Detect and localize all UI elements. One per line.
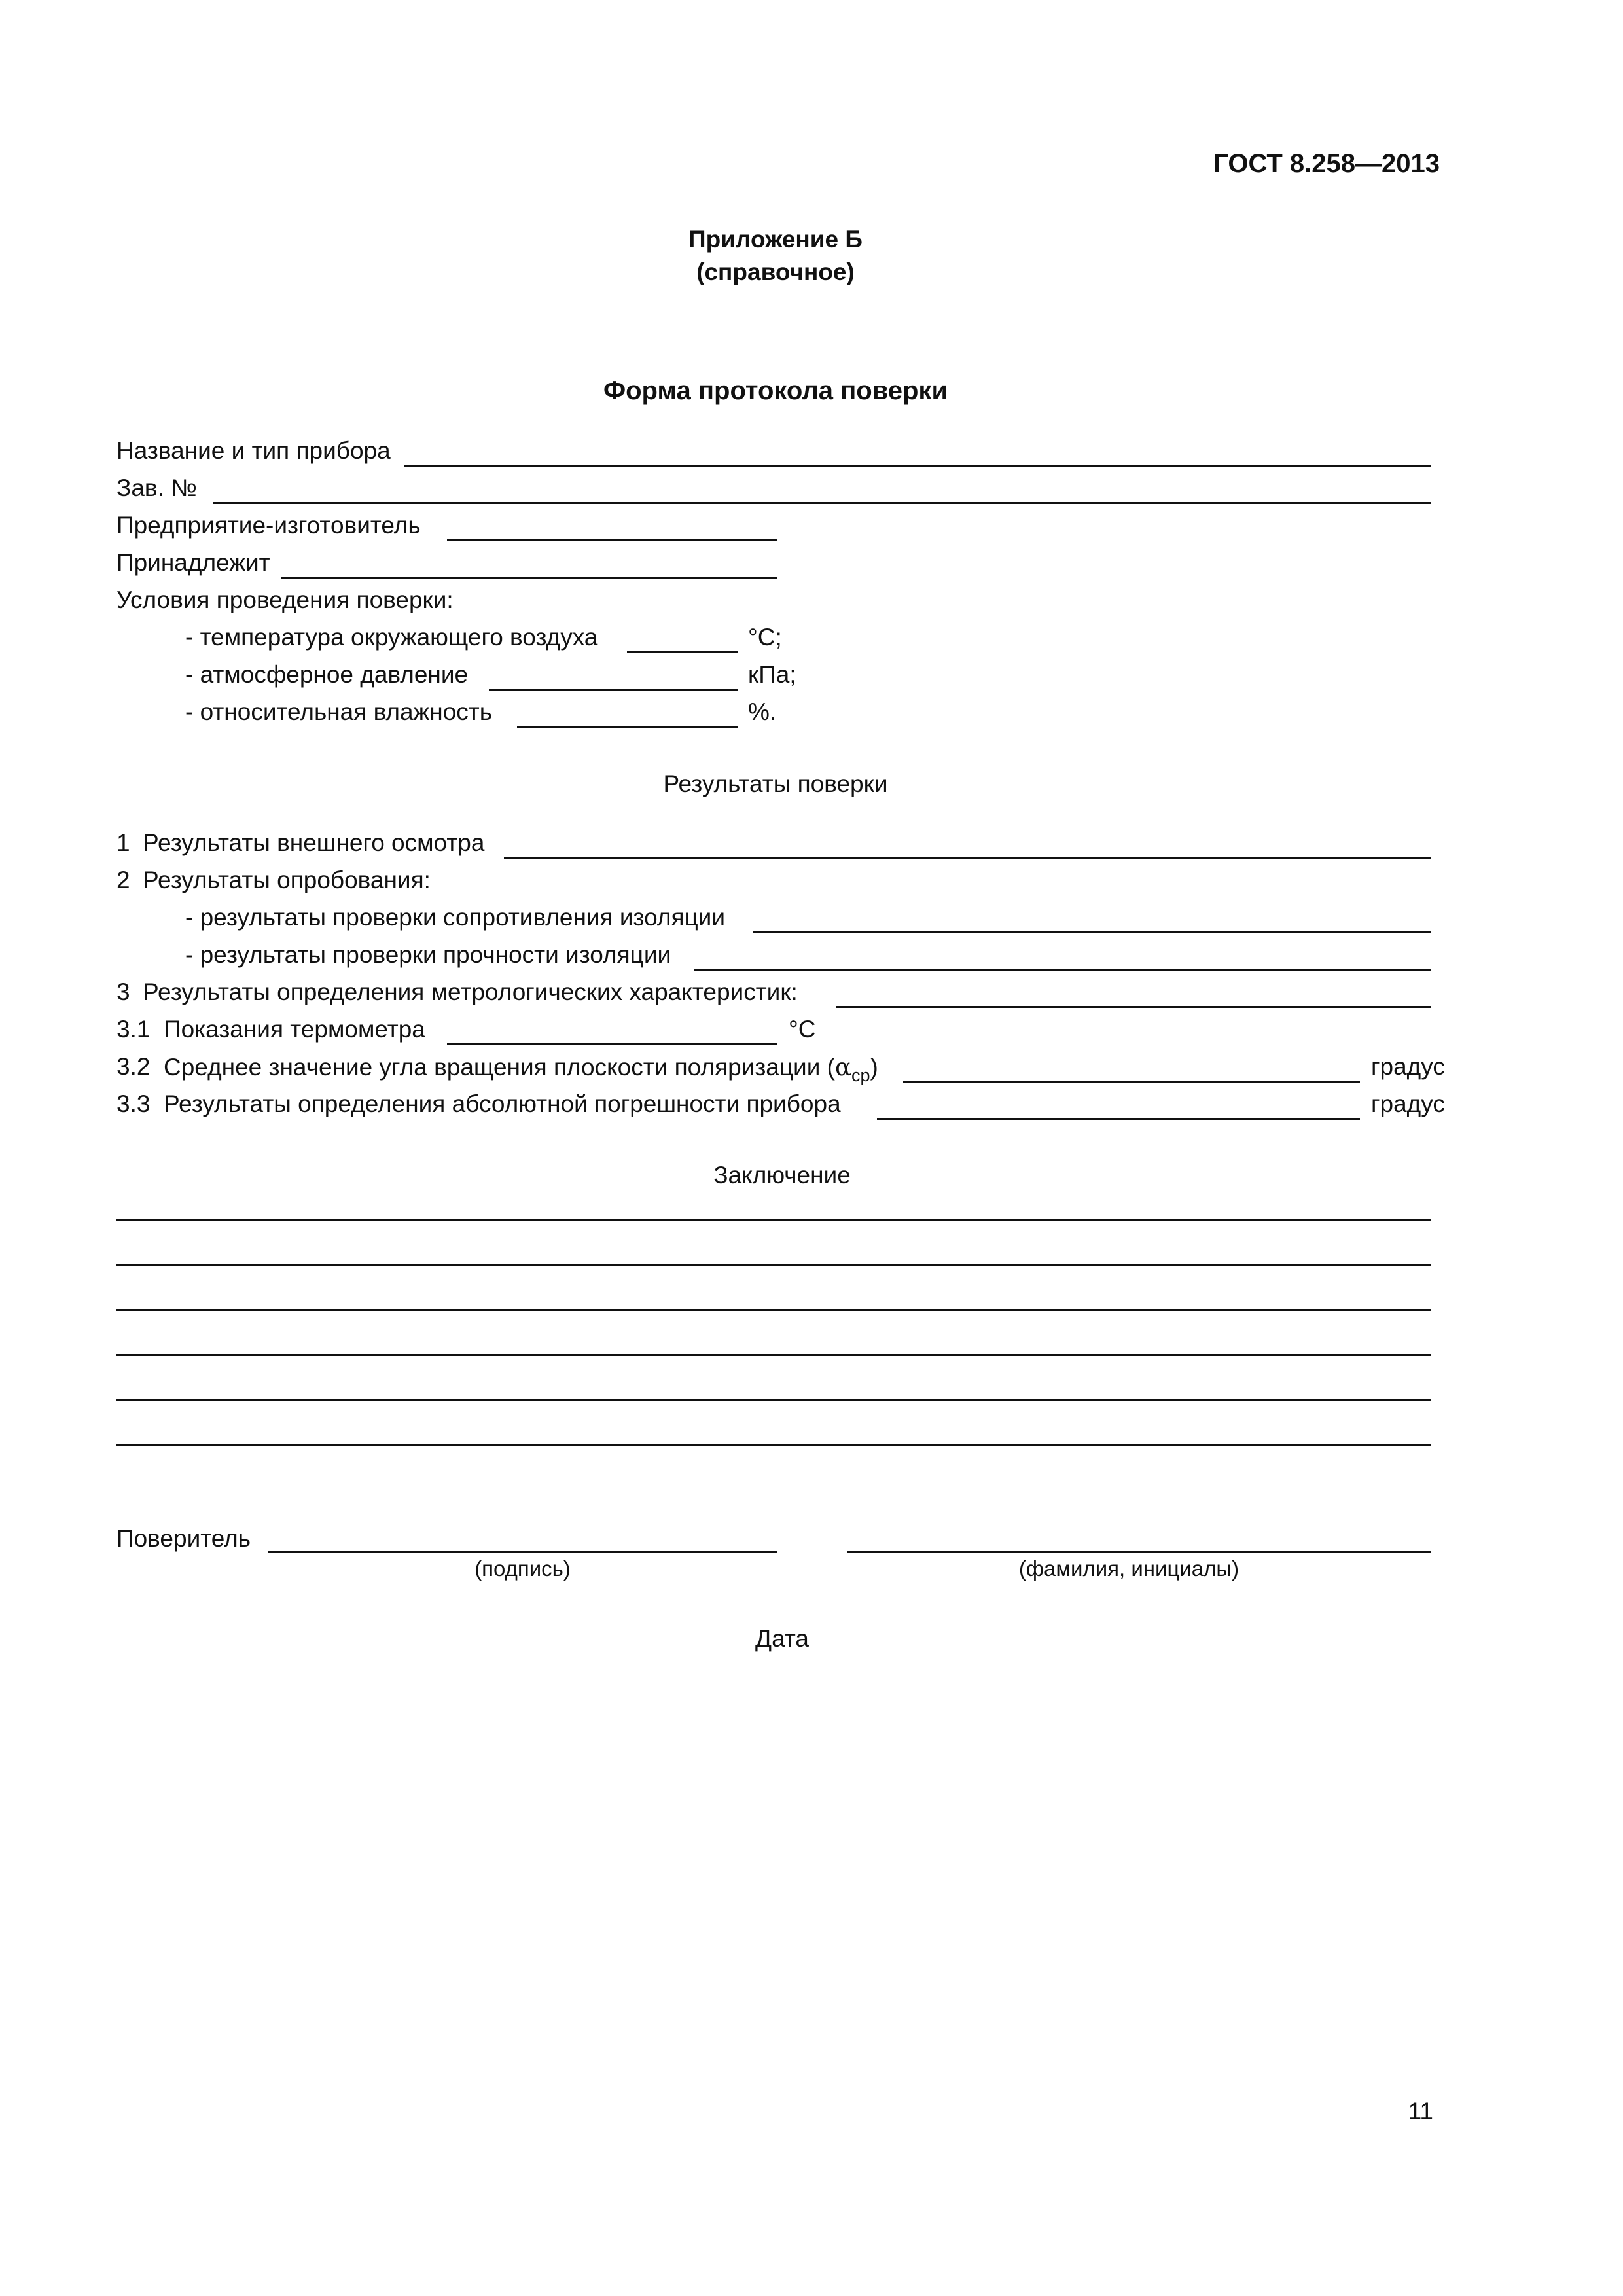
signature-caption: (подпись) xyxy=(474,1556,571,1581)
result-3-2-label-text: Среднее значение угла вращения плоскости поляризации ( xyxy=(164,1054,835,1081)
result-1-number: 1 xyxy=(116,829,130,856)
result-3-3-number: 3.3 xyxy=(116,1090,151,1117)
humidity-label: - относительная влажность xyxy=(185,698,493,725)
appendix-subtitle: (справочное) xyxy=(696,259,855,285)
thermometer-reading-field[interactable] xyxy=(447,1043,777,1045)
owner-label: Принадлежит xyxy=(116,549,270,576)
form-title: Форма протокола поверки xyxy=(603,376,948,405)
temperature-field[interactable] xyxy=(627,651,738,653)
manufacturer-field[interactable] xyxy=(447,539,777,541)
device-name-type-label: Название и тип прибора xyxy=(116,437,391,464)
conclusion-line-2[interactable] xyxy=(116,1264,1431,1266)
standard-number: ГОСТ 8.258—2013 xyxy=(1213,149,1440,178)
insulation-resistance-field[interactable] xyxy=(753,931,1431,933)
metrological-characteristics-field[interactable] xyxy=(836,1006,1431,1008)
result-3-2-label-close: ) xyxy=(870,1054,878,1081)
result-1-label: Результаты внешнего осмотра xyxy=(143,829,485,856)
result-3-2-number: 3.2 xyxy=(116,1053,151,1080)
result-3-3-label: Результаты определения абсолютной погрешности прибора xyxy=(164,1090,841,1117)
alpha-symbol: α xyxy=(835,1053,851,1081)
conclusion-line-6[interactable] xyxy=(116,1444,1431,1446)
result-3-3-unit: градус xyxy=(1371,1090,1445,1117)
date-label: Дата xyxy=(755,1625,809,1652)
alpha-subscript: ср xyxy=(851,1066,870,1085)
conclusion-heading: Заключение xyxy=(713,1162,851,1189)
serial-number-field[interactable] xyxy=(213,502,1431,504)
insulation-strength-field[interactable] xyxy=(694,969,1431,971)
verifier-name-field[interactable] xyxy=(847,1551,1431,1553)
result-3-label: Результаты определения метрологических характеристик: xyxy=(143,978,798,1005)
absolute-error-field[interactable] xyxy=(877,1118,1360,1120)
result-3-1-unit: °С xyxy=(789,1016,816,1043)
device-name-type-field[interactable] xyxy=(404,465,1431,467)
result-3-1-label: Показания термометра xyxy=(164,1016,425,1043)
result-3-number: 3 xyxy=(116,978,130,1005)
conditions-heading: Условия проведения поверки: xyxy=(116,586,454,613)
verifier-label: Поверитель xyxy=(116,1525,251,1552)
pressure-unit: кПа; xyxy=(748,661,796,688)
result-3-2-unit: градус xyxy=(1371,1053,1445,1080)
name-caption: (фамилия, инициалы) xyxy=(1018,1556,1240,1581)
result-3-1-number: 3.1 xyxy=(116,1016,151,1043)
humidity-unit: %. xyxy=(748,698,777,725)
pressure-label: - атмосферное давление xyxy=(185,661,469,688)
conclusion-line-4[interactable] xyxy=(116,1354,1431,1356)
temperature-label: - температура окружающего воздуха xyxy=(185,624,598,651)
result-2-number: 2 xyxy=(116,867,130,893)
pressure-field[interactable] xyxy=(489,689,738,691)
page-number: 11 xyxy=(1408,2098,1433,2125)
owner-field[interactable] xyxy=(281,577,777,579)
insulation-strength-label: - результаты проверки прочности изоляции xyxy=(185,941,671,968)
conclusion-line-3[interactable] xyxy=(116,1309,1431,1311)
results-heading: Результаты поверки xyxy=(663,770,888,797)
external-inspection-field[interactable] xyxy=(504,857,1431,859)
conclusion-line-5[interactable] xyxy=(116,1399,1431,1401)
temperature-unit: °С; xyxy=(748,624,782,651)
polarization-angle-field[interactable] xyxy=(903,1081,1360,1083)
conclusion-line-1[interactable] xyxy=(116,1219,1431,1221)
appendix-title: Приложение Б xyxy=(688,226,863,253)
humidity-field[interactable] xyxy=(517,726,738,728)
result-2-label: Результаты опробования: xyxy=(143,867,431,893)
serial-number-label: Зав. № xyxy=(116,475,197,501)
insulation-resistance-label: - результаты проверки сопротивления изоляции xyxy=(185,904,726,931)
manufacturer-label: Предприятие-изготовитель xyxy=(116,512,421,539)
result-3-2-label xyxy=(164,1053,878,1086)
verifier-signature-field[interactable] xyxy=(268,1551,777,1553)
